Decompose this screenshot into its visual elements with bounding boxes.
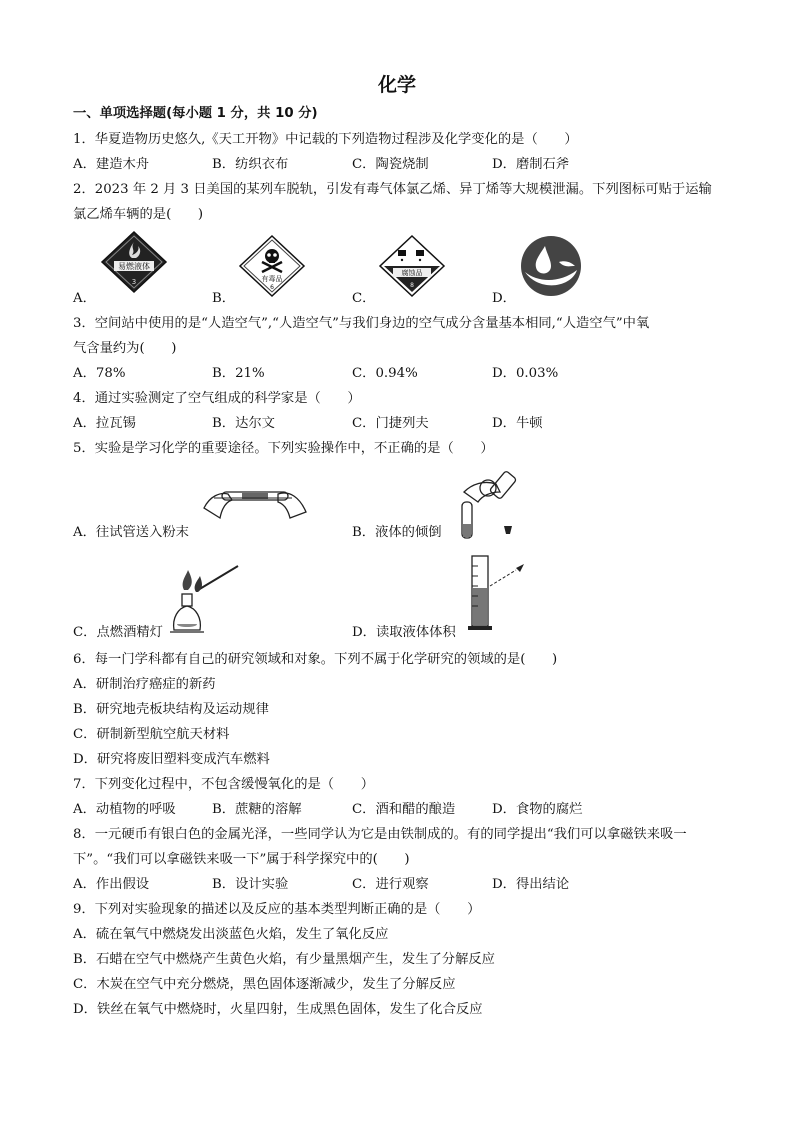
q2-option-a[interactable]: A． [73, 291, 96, 306]
q9-option-b[interactable]: B．石蜡在空气中燃烧产生黄色火焰，有少量黑烟产生，发生了分解反应 [73, 952, 495, 967]
toxic-icon [238, 234, 306, 298]
q3-option-b[interactable]: B．21% [212, 366, 265, 381]
sign-a-number: 3 [131, 278, 137, 286]
alcohol-lamp-icon [168, 562, 248, 638]
q7-option-b[interactable]: B．蔗糖的溶解 [212, 802, 302, 817]
q2-stem-line1: 2．2023 年 2 月 3 日美国的某列车脱轨，引发有毒气体氯乙烯、异丁烯等大规模泄漏。下列图标可贴于运输 [73, 182, 712, 197]
corrosive-icon [378, 234, 446, 298]
q9-stem: 9．下列对实验现象的描述以及反应的基本类型判断正确的是（ ） [73, 902, 481, 917]
q4-option-b[interactable]: B．达尔文 [212, 416, 275, 431]
q6-option-d[interactable]: D．研究将废旧塑料变成汽车燃料 [73, 752, 270, 767]
q8-option-b[interactable]: B．设计实验 [212, 877, 289, 892]
sign-c-number: 8 [410, 282, 414, 289]
q6-option-c[interactable]: C．研制新型航空航天材料 [73, 727, 230, 742]
page-title: 化学 [377, 74, 416, 96]
q3-stem-line1: 3．空间站中使用的是“人造空气”,“人造空气”与我们身边的空气成分含量基本相同,“人造空气”中氧 [73, 316, 650, 331]
q1-option-d[interactable]: D．磨制石斧 [492, 157, 570, 172]
q5-stem: 5．实验是学习化学的重要途径。下列实验操作中，不正确的是（ ） [73, 441, 494, 456]
flammable-liquid-icon [100, 230, 168, 294]
q6-stem: 6．每一门学科都有自己的研究领域和对象。下列不属于化学研究的领域的是( ) [73, 652, 558, 667]
q5-option-d[interactable]: D．读取液体体积 [352, 625, 456, 640]
sign-b-number: 6 [270, 284, 274, 291]
q2-option-c[interactable]: C． [352, 291, 376, 306]
q6-option-b[interactable]: B．研究地壳板块结构及运动规律 [73, 702, 269, 717]
sign-c-label: 腐蚀品 [401, 269, 423, 277]
q4-stem: 4．通过实验测定了空气组成的科学家是（ ） [73, 391, 361, 406]
q1-option-a[interactable]: A．建造木舟 [73, 157, 150, 172]
q8-stem-line1: 8．一元硬币有银白色的金属光泽，一些同学认为它是由铁制成的。有的同学提出“我们可以拿磁铁来吸一 [73, 827, 687, 842]
q9-option-c[interactable]: C．木炭在空气中充分燃烧，黑色固体逐渐减少，发生了分解反应 [73, 977, 456, 992]
q8-option-a[interactable]: A．作出假设 [73, 877, 150, 892]
q3-option-c[interactable]: C．0.94% [352, 366, 418, 381]
q8-stem-line2: 下”。“我们可以拿磁铁来吸一下”属于科学探究中的( ) [73, 852, 410, 867]
q7-stem: 7．下列变化过程中，不包含缓慢氧化的是（ ） [73, 777, 374, 792]
q4-option-a[interactable]: A．拉瓦锡 [73, 416, 136, 431]
q9-option-d[interactable]: D．铁丝在氧气中燃烧时，火星四射，生成黑色固体，发生了化合反应 [73, 1002, 483, 1017]
q8-option-c[interactable]: C．进行观察 [352, 877, 429, 892]
graduated-cylinder-icon [466, 554, 530, 634]
q8-option-d[interactable]: D．得出结论 [492, 877, 570, 892]
q7-option-c[interactable]: C．酒和醋的酿造 [352, 802, 456, 817]
q4-option-c[interactable]: C．门捷列夫 [352, 416, 429, 431]
q6-option-a[interactable]: A．研制治疗癌症的新药 [73, 677, 216, 692]
q2-stem-line2: 氯乙烯车辆的是( ) [73, 207, 204, 222]
section-heading: 一、单项选择题(每小题 1 分，共 10 分) [73, 106, 318, 121]
q1-stem: 1．华夏造物历史悠久,《天工开物》中记载的下列造物过程涉及化学变化的是（ ） [73, 132, 578, 147]
sign-a-label: 易燃液体 [118, 262, 150, 271]
q4-option-d[interactable]: D．牛顿 [492, 416, 543, 431]
water-saving-icon [519, 234, 583, 298]
test-tube-powder-icon [200, 478, 310, 528]
liquid-pouring-icon [444, 462, 530, 542]
q3-option-d[interactable]: D．0.03% [492, 366, 559, 381]
q1-option-b[interactable]: B．纺织衣布 [212, 157, 289, 172]
q7-option-d[interactable]: D．食物的腐烂 [492, 802, 583, 817]
q7-option-a[interactable]: A．动植物的呼吸 [73, 802, 176, 817]
q3-stem-line2: 气含量约为( ) [73, 341, 177, 356]
q5-option-c[interactable]: C．点燃酒精灯 [73, 625, 163, 640]
q3-option-a[interactable]: A．78% [73, 366, 126, 381]
q9-option-a[interactable]: A．硫在氧气中燃烧发出淡蓝色火焰，发生了氧化反应 [73, 927, 389, 942]
q5-option-b[interactable]: B．液体的倾倒 [352, 525, 442, 540]
q1-option-c[interactable]: C．陶瓷烧制 [352, 157, 429, 172]
sign-b-label: 有毒品 [261, 275, 283, 283]
q2-option-d[interactable]: D． [492, 291, 516, 306]
q2-option-b[interactable]: B． [212, 291, 236, 306]
q5-option-a[interactable]: A．往试管送入粉末 [73, 525, 189, 540]
